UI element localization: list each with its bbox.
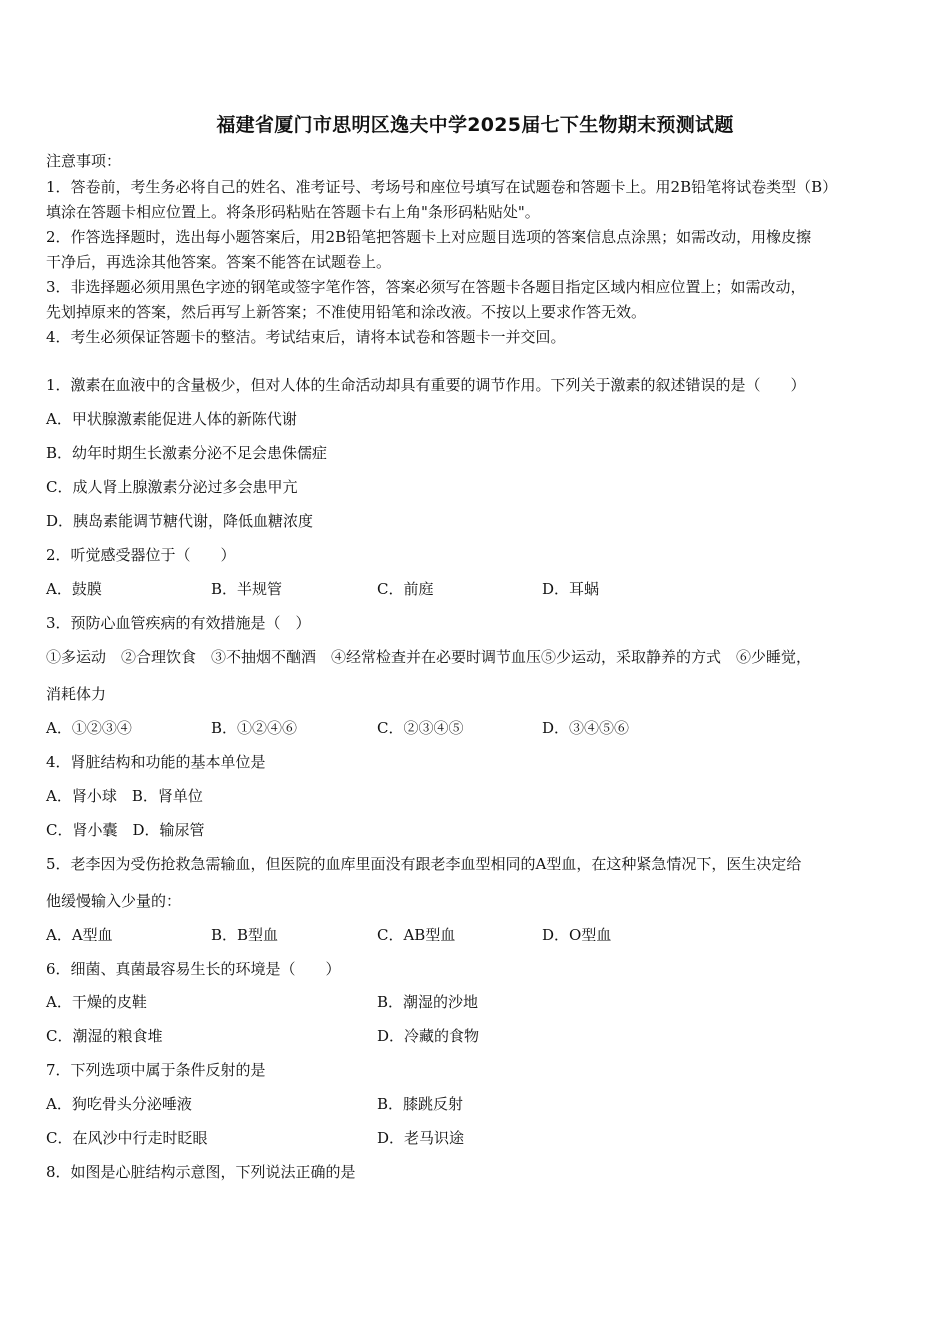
- notice-heading: 注意事项：: [46, 152, 122, 170]
- question-2-option-a: A．鼓膜: [46, 580, 102, 598]
- question-4-options-cd: C．肾小囊 D．输尿管: [46, 821, 205, 839]
- notice-line: 4．考生必须保证答题卡的整洁。考试结束后，请将本试卷和答题卡一并交回。: [46, 328, 566, 346]
- question-8-stem: 8．如图是心脏结构示意图，下列说法正确的是: [46, 1163, 356, 1181]
- question-4-options-ab: A．肾小球 B．肾单位: [46, 787, 203, 805]
- question-7-option-a: A．狗吃骨头分泌唾液: [46, 1095, 192, 1113]
- question-6-stem: 6．细菌、真菌最容易生长的环境是（ ）: [46, 960, 341, 978]
- question-5-option-a: A．A型血: [46, 926, 113, 944]
- question-4-stem: 4．肾脏结构和功能的基本单位是: [46, 753, 266, 771]
- question-7-stem: 7．下列选项中属于条件反射的是: [46, 1061, 266, 1079]
- question-1-option-d: D．胰岛素能调节糖代谢，降低血糖浓度: [46, 512, 314, 530]
- notice-line: 干净后，再选涂其他答案。答案不能答在试题卷上。: [46, 253, 392, 271]
- question-1-option-a: A．甲状腺激素能促进人体的新陈代谢: [46, 410, 297, 428]
- question-5-stem-cont: 他缓慢输入少量的：: [46, 892, 182, 910]
- notice-line: 先划掉原来的答案，然后再写上新答案；不准使用铅笔和涂改液。不按以上要求作答无效。: [46, 303, 647, 321]
- question-5-option-b: B．B型血: [211, 926, 279, 944]
- question-1-stem: 1．激素在血液中的含量极少，但对人体的生命活动却具有重要的调节作用。下列关于激素的叙述错误的是（ ）: [46, 376, 806, 394]
- question-3-items-line: 消耗体力: [46, 685, 107, 703]
- question-7-option-c: C．在风沙中行走时眨眼: [46, 1129, 208, 1147]
- page-title: 福建省厦门市思明区逸夫中学2025届七下生物期末预测试题: [216, 114, 734, 136]
- question-3-option-d: D．③④⑤⑥: [542, 719, 630, 737]
- question-5-option-c: C．AB型血: [377, 926, 456, 944]
- question-2-option-d: D．耳蜗: [542, 580, 600, 598]
- question-7-option-d: D．老马识途: [377, 1129, 465, 1147]
- question-7-option-b: B．膝跳反射: [377, 1095, 464, 1113]
- question-1-option-b: B．幼年时期生长激素分泌不足会患侏儒症: [46, 444, 328, 462]
- question-5-option-d: D．O型血: [542, 926, 612, 944]
- notice-line: 填涂在答题卡相应位置上。将条形码粘贴在答题卡右上角"条形码粘贴处"。: [46, 203, 540, 221]
- question-2-stem: 2．听觉感受器位于（ ）: [46, 546, 236, 564]
- question-5-stem: 5．老李因为受伤抢救急需输血，但医院的血库里面没有跟老李血型相同的A型血，在这种紧急情况下，医生决定给: [46, 855, 802, 873]
- question-3-option-b: B．①②④⑥: [211, 719, 298, 737]
- question-3-stem: 3．预防心血管疾病的有效措施是（ ）: [46, 614, 311, 632]
- question-3-items-line: ①多运动 ②合理饮食 ③不抽烟不酗酒 ④经常检查并在必要时调节血压⑤少运动，采取静养的方式 ⑥少睡觉，: [46, 648, 812, 666]
- notice-line: 2．作答选择题时，选出每小题答案后，用2B铅笔把答题卡上对应题目选项的答案信息点涂黑；如需改动，用橡皮擦: [46, 228, 812, 246]
- question-6-option-b: B．潮湿的沙地: [377, 993, 479, 1011]
- question-3-option-c: C．②③④⑤: [377, 719, 464, 737]
- question-6-option-d: D．冷藏的食物: [377, 1027, 480, 1045]
- notice-line: 1．答卷前，考生务必将自己的姓名、准考证号、考场号和座位号填写在试题卷和答题卡上。用2B铅笔将试卷类型（B）: [46, 178, 838, 196]
- question-6-option-c: C．潮湿的粮食堆: [46, 1027, 163, 1045]
- question-3-option-a: A．①②③④: [46, 719, 132, 737]
- question-2-option-b: B．半规管: [211, 580, 283, 598]
- notice-line: 3．非选择题必须用黑色字迹的钢笔或签字笔作答，答案必须写在答题卡各题目指定区域内相应位置上；如需改动，: [46, 278, 806, 296]
- question-1-option-c: C．成人肾上腺激素分泌过多会患甲亢: [46, 478, 298, 496]
- question-6-option-a: A．干燥的皮鞋: [46, 993, 147, 1011]
- question-2-option-c: C．前庭: [377, 580, 434, 598]
